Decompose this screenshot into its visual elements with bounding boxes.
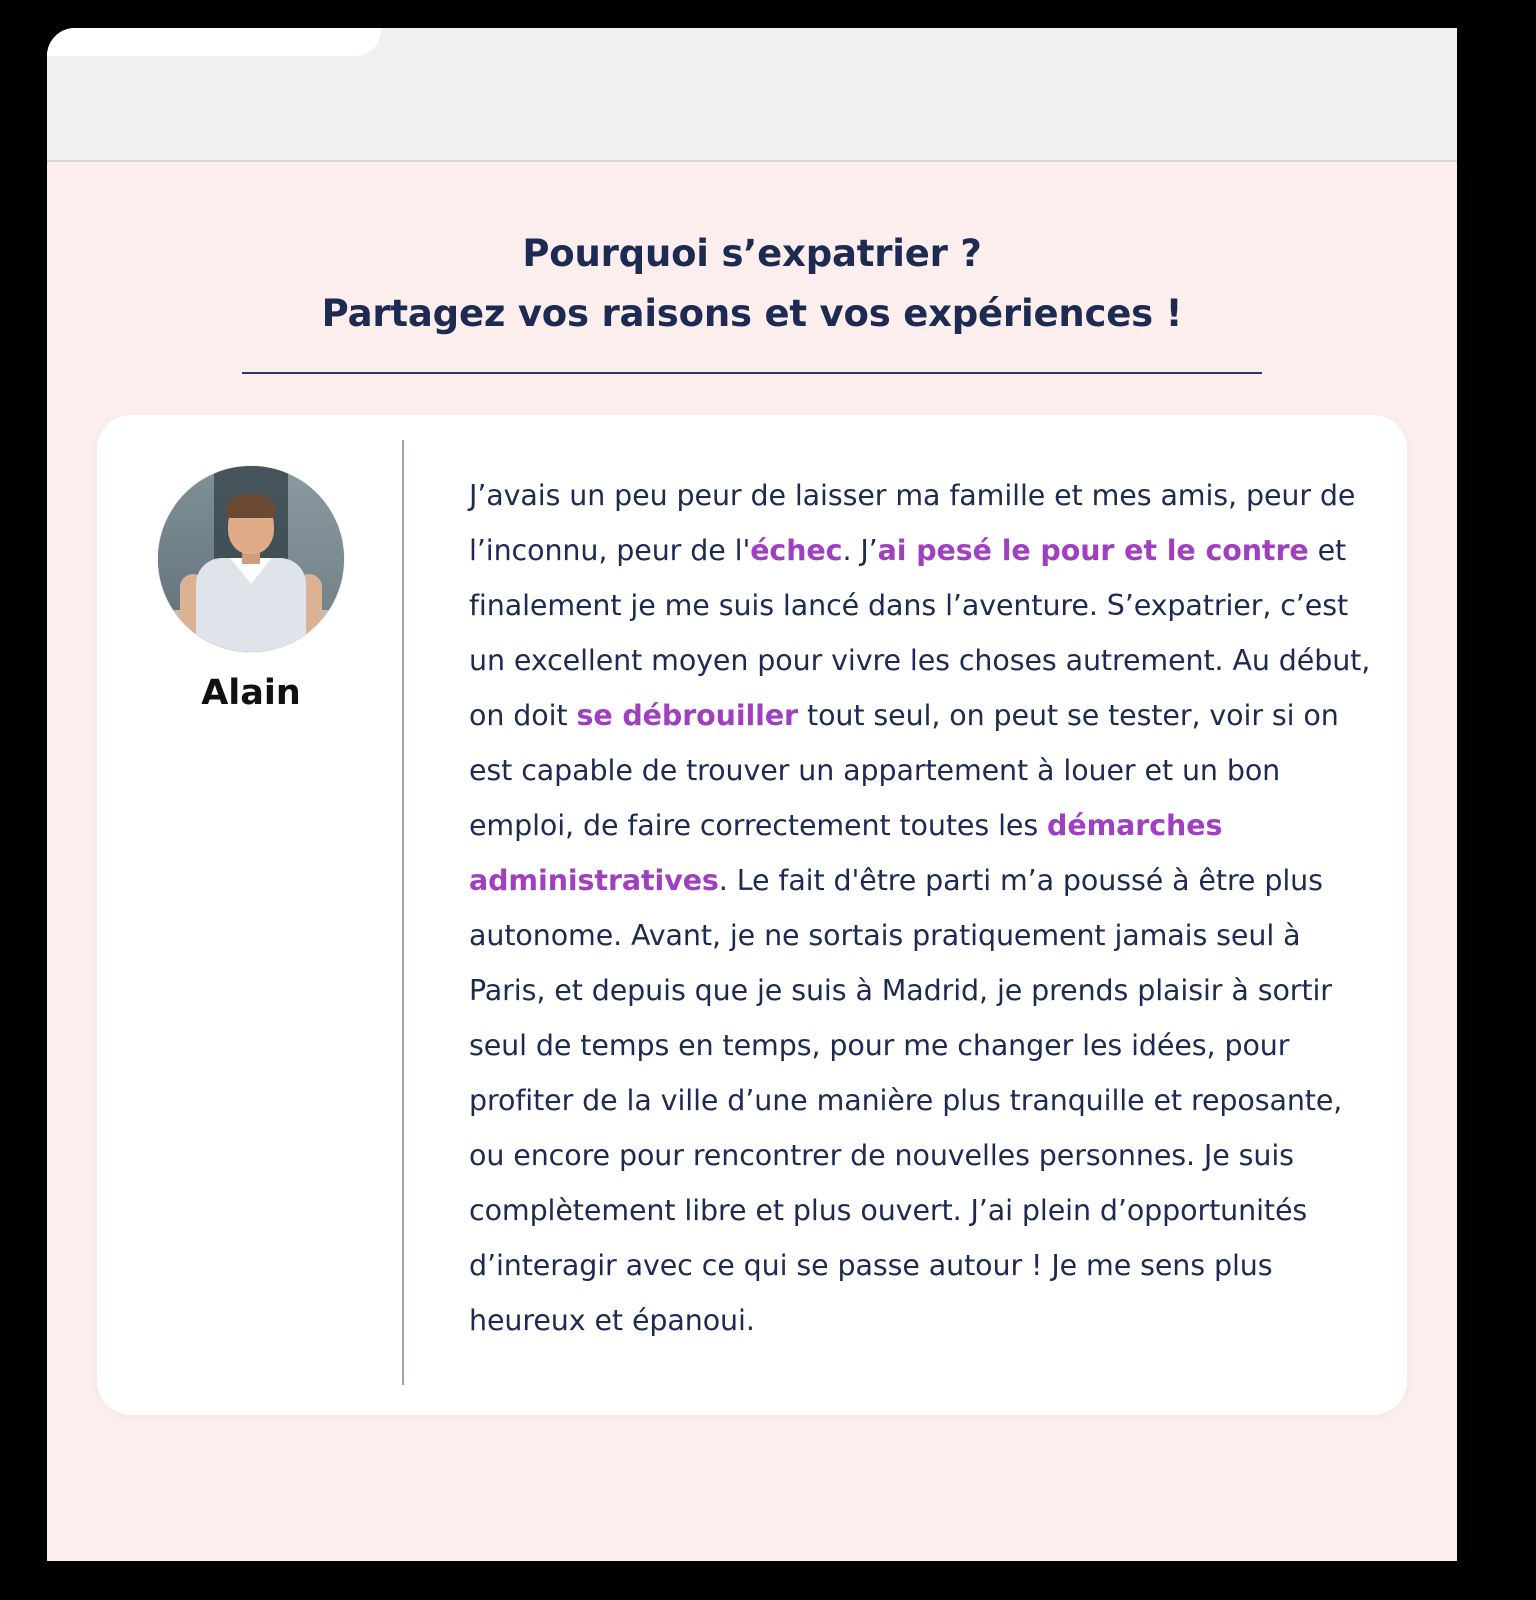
slide-content — [47, 162, 1457, 1561]
quote-highlight-5: se débrouiller — [576, 699, 799, 733]
quote-text — [469, 468, 1377, 1348]
top-bar-notch — [47, 28, 381, 56]
testimonial-author — [126, 466, 376, 713]
title-line-2: Partagez vos raisons et vos expériences ! — [321, 291, 1183, 335]
top-bar — [47, 28, 1457, 162]
quote-highlight-1: échec — [750, 534, 843, 568]
testimonial-card — [97, 415, 1407, 1415]
quote-segment-6: tout seul, on peut se tester, voir si on est capable de trouver un appartement à louer et un bon emploi, de faire correctement toutes les — [469, 699, 1339, 843]
slide-page — [47, 28, 1457, 1561]
title-line-1: Pourquoi s’expatrier ? — [522, 232, 982, 275]
author-name: Alain — [201, 672, 301, 713]
quote-segment-8: . Le fait d'être parti m’a poussé à être plus autonome. Avant, je ne sortais pratiquement jamais seul à Paris, et depuis que je suis à Madrid, je prends plaisir à sortir seul de temps en temps, pour me changer les idées, pour profiter de la ville d’une manière plus tranquille et reposante, ou encore pour rencontrer de nouvelles personnes. Je suis complètement libre et plus ouvert. J’ai plein d’opportunités d’interagir avec ce qui se passe autour ! Je me sens plus heureux et épanoui. — [469, 864, 1343, 1338]
title-divider — [242, 372, 1262, 374]
quote-segment-0: J’avais un peu peur de laisser ma famille et mes amis, peur de l’inconnu, peur de l' — [469, 479, 1356, 568]
quote-segment-4: et finalement je me suis lancé dans l’aventure. S’expatrier, c’est un excellent moyen pour vivre les choses autrement. Au début, on doit — [469, 534, 1371, 733]
quote-highlight-7: démarches administratives — [469, 809, 1223, 898]
quote-highlight-3: ai pesé le pour et le contre — [877, 534, 1309, 568]
avatar — [158, 466, 344, 652]
quote-segment-2: . J’ — [842, 534, 878, 568]
avatar-hair — [226, 494, 276, 518]
page-title — [47, 162, 1457, 374]
testimonial-quote — [402, 440, 1377, 1385]
